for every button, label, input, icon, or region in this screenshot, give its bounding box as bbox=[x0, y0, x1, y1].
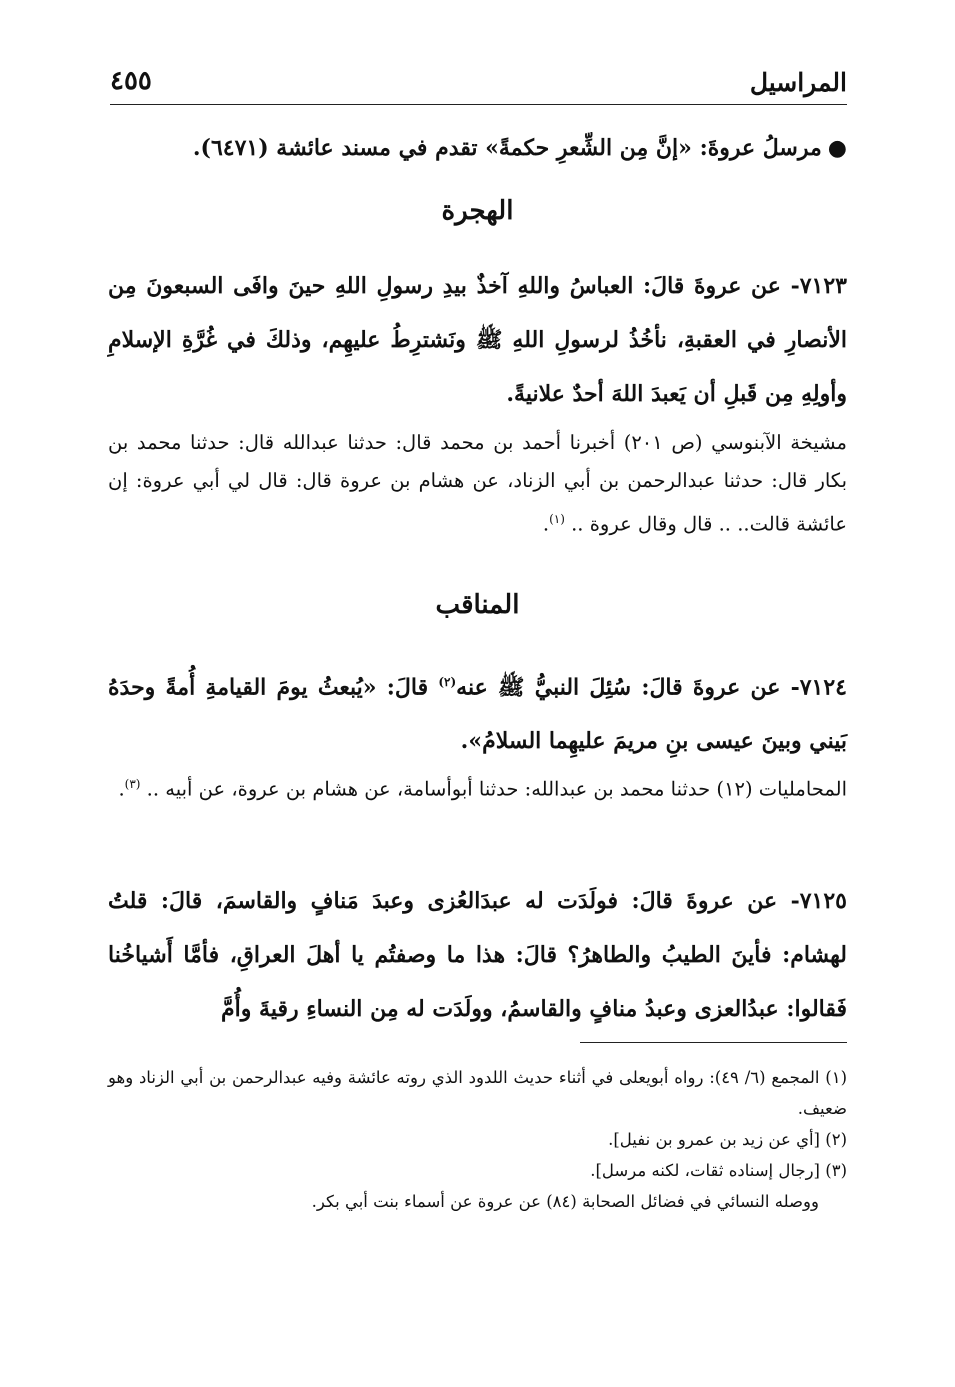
section-heading-hijra: الهجرة bbox=[441, 196, 514, 226]
hadith-text-cont: قالَ: «يُبعثُ يومَ القيامةِ أُمةً وحدَهُ بَيني وبينَ عيسى بنِ مريمَ عليهِما السلامُ». bbox=[108, 674, 847, 755]
footnote-ref: (٢) bbox=[438, 675, 457, 689]
running-title: المراسيل bbox=[749, 68, 847, 97]
source-end: . bbox=[118, 777, 125, 801]
section-heading-manaqib: المناقب bbox=[435, 590, 520, 620]
footnote-2: (٢) [أي عن زيد بن عمرو بن نفيل]. bbox=[608, 1130, 847, 1149]
hadith-7123: ٧١٢٣- عن عروةَ قالَ: العباسُ واللهِ آخذٌ بيدِ رسولِ اللهِ حينَ وافَى السبعونَ مِن الأنصارِ في العقبةِ، نأخُذُ لرسولِ اللهِ ﷺ ونَشترِطُ عليهِم، وذلكَ في غُرَّةِ الإسلامِ وأولِهِ مِن قَبلِ أن يَعبدَ اللهَ أحدٌ علانيةً. bbox=[108, 273, 847, 407]
hadith-text: ٧١٢٤- عن عروةَ قالَ: سُئِلَ النبيُّ ﷺ عنه bbox=[456, 674, 847, 701]
bullet-note bbox=[108, 128, 847, 168]
header-rule bbox=[110, 104, 847, 105]
page-number: ٤٥٥ bbox=[110, 66, 152, 96]
source-end: . bbox=[542, 512, 550, 536]
footnote-ref: (٣) bbox=[124, 777, 141, 791]
footnote-3-continuation: ووصله النسائي في فضائل الصحابة (٨٤) عن عروة عن أسماء بنت أبي بكر. bbox=[311, 1192, 819, 1211]
footnote-ref: (١) bbox=[549, 512, 565, 526]
hadith-7124-source bbox=[108, 765, 847, 809]
page-header bbox=[110, 62, 847, 102]
source-text: مشيخة الآبنوسي (ص ٢٠١) أخبرنا أحمد بن محمد قال: حدثنا عبدالله قال: حدثنا محمد بن بكار قال: حدثنا عبدالرحمن بن أبي الزناد، عن هشام بن عروة قال: قال لي أبي عروة: إن عائشة قالت.. .. قال وقال عروة .. bbox=[108, 431, 847, 536]
bullet-icon: ● bbox=[827, 135, 847, 161]
hadith-7125: ٧١٢٥- عن عروةَ قالَ: فولَدَت له عبدَالعُزى وعبدَ مَنافٍ والقاسمَ، قالَ: قلتُ لهشام: فأينَ الطيبُ والطاهرُ؟ قالَ: هذا ما وصفتُم يا أهلَ العراقِ، فأمَّا أَشياخُنا فَقالوا: عبدُالعزى وعبدُ منافٍ والقاسمُ، وولَدَت له مِن النساءِ رقيةَ وأُمَّ bbox=[108, 888, 847, 1022]
footnotes bbox=[108, 1062, 847, 1217]
source-text: المحامليات (١٢) حدثنا محمد بن عبدالله: حدثنا أبوأسامة، عن هشام بن عروة، عن أبيه .. bbox=[140, 777, 847, 801]
footnote-3: (٣) [رجال إسناده ثقات، لكنه مرسل]. bbox=[590, 1161, 847, 1180]
hadith-7124 bbox=[108, 655, 847, 768]
footnote-1: (١) المجمع (٦/ ٤٩): رواه أبويعلى في أثناء حديث اللدود الذي روته عائشة وفيه عبدالرحمن بن أبي الزناد وهو ضعيف. bbox=[108, 1068, 847, 1118]
footnote-rule bbox=[580, 1042, 847, 1043]
bullet-note-text: مرسلُ عروةَ: «إنَّ مِن الشِّعرِ حكمةً» تقدم في مسند عائشة (٦٤٧١). bbox=[192, 135, 822, 161]
hadith-7123-source bbox=[108, 424, 847, 544]
